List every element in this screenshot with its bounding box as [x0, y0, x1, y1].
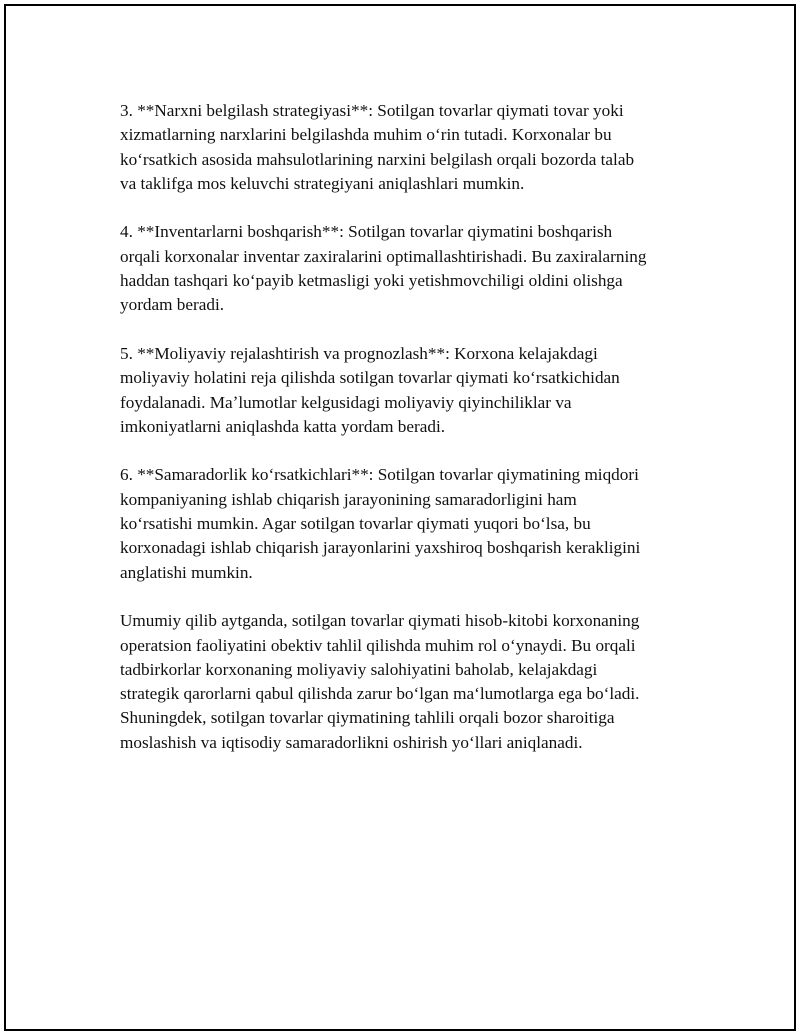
paragraph-conclusion [120, 609, 710, 755]
text-line: koʻrsatishi mumkin. Agar sotilgan tovarlar qiymati yuqori boʻlsa, bu [120, 514, 591, 534]
text-line: xizmatlarning narxlarini belgilashda muhim oʻrin tutadi. Korxonalar bu [120, 125, 612, 145]
text-line: Umumiy qilib aytganda, sotilgan tovarlar qiymati hisob-kitobi korxonaning [120, 611, 640, 631]
text-line: 5. **Moliyaviy rejalashtirish va prognozlash**: Korxona kelajakdagi [120, 343, 598, 363]
text-line: 4. **Inventarlarni boshqarish**: Sotilgan tovarlar qiymatini boshqarish [120, 222, 613, 242]
text-line: Shuningdek, sotilgan tovarlar qiymatining tahlili orqali bozor sharoitiga [120, 708, 615, 728]
text-line: strategik qarorlarni qabul qilishda zarur boʻlgan maʻlumotlarga ega boʻladi. [120, 684, 640, 704]
text-line: moslashish va iqtisodiy samaradorlikni oshirish yoʻllari aniqlanadi. [120, 732, 583, 752]
document-body [120, 99, 710, 779]
text-line: va taklifga mos keluvchi strategiyani aniqlashlari mumkin. [120, 173, 525, 193]
text-line: koʻrsatkich asosida mahsulotlarining narxini belgilash orqali bozorda talab [120, 149, 635, 169]
text-line: foydalanadi. Maʼlumotlar kelgusidagi moliyaviy qiyinchiliklar va [120, 392, 572, 412]
text-line: 6. **Samaradorlik koʻrsatkichlari**: Sotilgan tovarlar qiymatining miqdori [120, 465, 639, 485]
text-line: imkoniyatlarni aniqlashda katta yordam beradi. [120, 416, 446, 436]
paragraph-efficiency-indicators [120, 463, 710, 584]
paragraph-financial-planning [120, 342, 710, 439]
text-line: yordam beradi. [120, 295, 225, 315]
text-line: 3. **Narxni belgilash strategiyasi**: Sotilgan tovarlar qiymati tovar yoki [120, 101, 624, 120]
text-line: anglatishi mumkin. [120, 562, 253, 582]
paragraph-pricing-strategy [120, 99, 710, 196]
text-line: haddan tashqari koʻpayib ketmasligi yoki yetishmovchiligi oldini olishga [120, 271, 623, 291]
text-line: moliyaviy holatini reja qilishda sotilgan tovarlar qiymati koʻrsatkichidan [120, 368, 620, 388]
paragraph-inventory-management [120, 220, 710, 317]
page-frame [4, 4, 796, 1031]
text-line: operatsion faoliyatini obektiv tahlil qilishda muhim rol oʻynaydi. Bu orqali [120, 635, 636, 655]
text-line: orqali korxonalar inventar zaxiralarini optimallashtirishadi. Bu zaxiralarning [120, 246, 647, 266]
text-line: korxonadagi ishlab chiqarish jarayonlarini yaxshiroq boshqarish kerakligini [120, 538, 641, 558]
text-line: tadbirkorlar korxonaning moliyaviy salohiyatini baholab, kelajakdagi [120, 659, 598, 679]
text-line: kompaniyaning ishlab chiqarish jarayonining samaradorligini ham [120, 489, 577, 509]
